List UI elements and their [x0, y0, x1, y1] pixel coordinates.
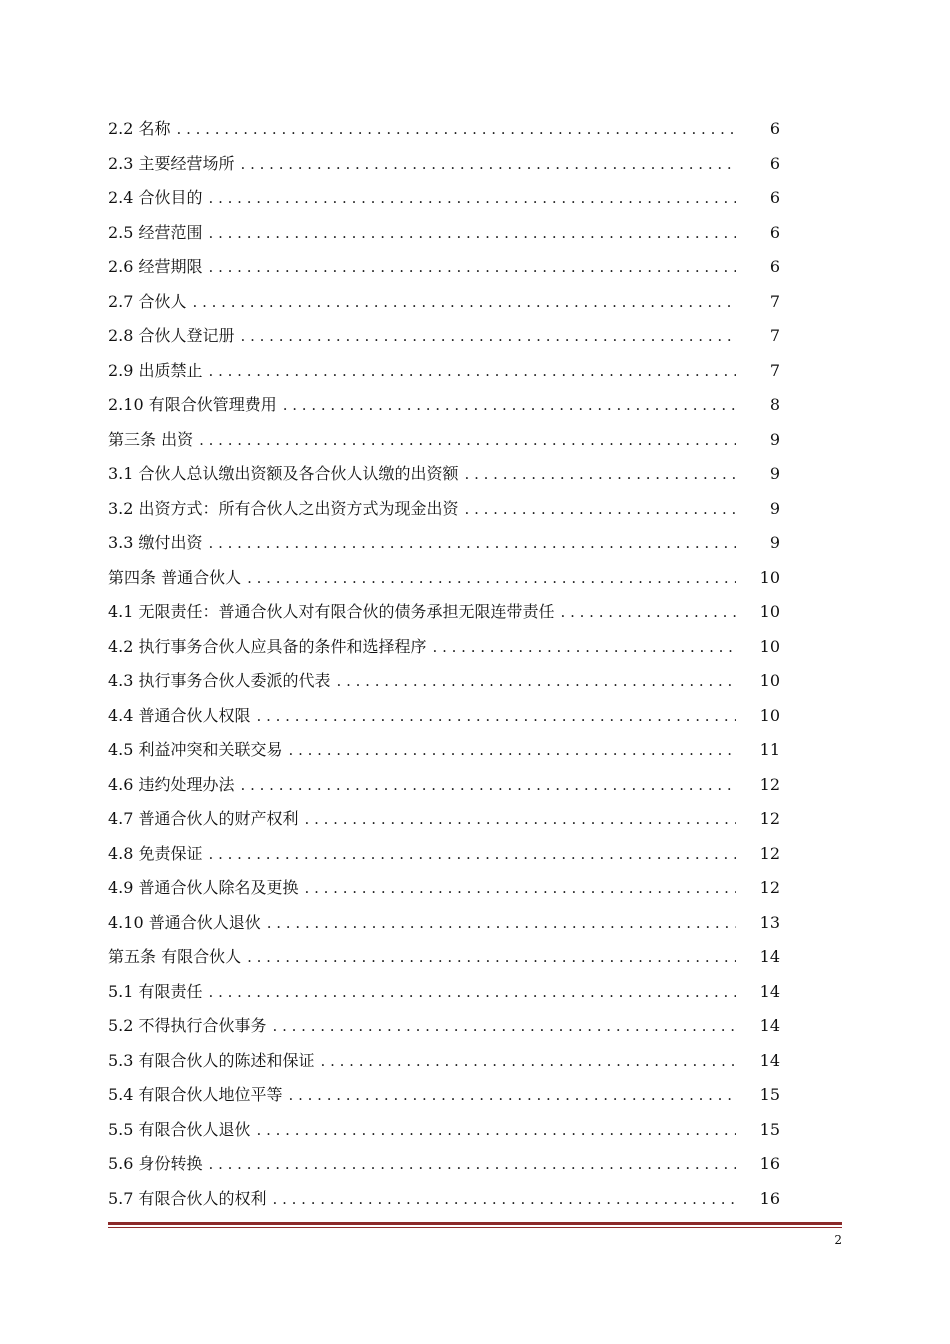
toc-dot-leader [257, 1113, 736, 1148]
toc-entry-title[interactable]: 4.2 执行事务合伙人应具备的条件和选择程序 [108, 636, 427, 656]
toc-entry-title[interactable]: 2.2 名称 [108, 119, 171, 138]
toc-dot-leader [193, 285, 736, 320]
toc-entry-page[interactable]: 8 [769, 395, 780, 414]
toc-entry[interactable] [108, 664, 780, 699]
toc-entry-title[interactable]: 3.3 缴付出资 [108, 533, 203, 552]
toc-dot-leader [177, 112, 736, 147]
toc-entry-page[interactable]: 7 [769, 360, 780, 380]
toc-entry-title[interactable]: 5.7 有限合伙人的权利 [108, 1188, 267, 1208]
toc-dot-leader [561, 595, 736, 630]
toc-dot-leader [273, 1009, 736, 1044]
toc-dot-leader [257, 699, 736, 734]
toc-entry[interactable] [108, 733, 780, 768]
toc-entry[interactable] [108, 319, 780, 354]
toc-entry[interactable] [108, 423, 780, 458]
toc-entry-page[interactable]: 14 [759, 981, 780, 1001]
toc-dot-leader [209, 354, 736, 389]
toc-entry-title[interactable]: 4.4 普通合伙人权限 [108, 705, 251, 725]
toc-entry-page[interactable]: 12 [759, 843, 780, 863]
toc-entry[interactable] [108, 561, 780, 596]
toc-dot-leader [305, 871, 736, 906]
toc-entry-page[interactable]: 13 [759, 912, 780, 932]
toc-entry-page[interactable]: 10 [759, 602, 780, 621]
toc-entry[interactable] [108, 492, 780, 527]
toc-entry[interactable] [108, 216, 780, 251]
toc-entry-page[interactable]: 16 [759, 1188, 780, 1208]
toc-entry-page[interactable]: 7 [769, 326, 780, 345]
toc-entry-title[interactable]: 2.10 有限合伙管理费用 [108, 395, 277, 414]
toc-dot-leader [465, 492, 736, 527]
toc-entry-title[interactable]: 2.9 出质禁止 [108, 360, 203, 380]
toc-entry[interactable] [108, 940, 780, 975]
toc-entry-title[interactable]: 2.5 经营范围 [108, 222, 203, 242]
toc-entry[interactable] [108, 250, 780, 285]
toc-entry-title[interactable]: 4.9 普通合伙人除名及更换 [108, 878, 299, 897]
toc-dot-leader [305, 802, 736, 837]
toc-entry-page[interactable]: 16 [759, 1154, 780, 1173]
toc-entry[interactable] [108, 285, 780, 320]
toc-entry-title[interactable]: 5.1 有限责任 [108, 981, 203, 1001]
toc-entry[interactable] [108, 388, 780, 423]
toc-entry-title[interactable]: 2.7 合伙人 [108, 291, 187, 311]
table-of-contents [108, 112, 780, 1216]
toc-entry[interactable] [108, 181, 780, 216]
toc-entry[interactable] [108, 526, 780, 561]
toc-dot-leader [209, 250, 736, 285]
toc-entry[interactable] [108, 906, 780, 941]
toc-entry-page[interactable]: 12 [759, 809, 780, 828]
toc-entry-page[interactable]: 14 [759, 1016, 780, 1035]
toc-entry[interactable] [108, 112, 780, 147]
toc-entry-page[interactable]: 6 [769, 153, 780, 173]
toc-entry[interactable] [108, 457, 780, 492]
toc-entry[interactable] [108, 802, 780, 837]
toc-dot-leader [289, 733, 736, 768]
toc-dot-leader [247, 940, 736, 975]
toc-entry-title[interactable]: 2.8 合伙人登记册 [108, 326, 235, 345]
toc-entry-title[interactable]: 5.3 有限合伙人的陈述和保证 [108, 1050, 315, 1070]
toc-dot-leader [267, 906, 736, 941]
toc-entry[interactable] [108, 837, 780, 872]
toc-entry[interactable] [108, 699, 780, 734]
toc-dot-leader [209, 216, 736, 251]
footer-rule-thick [108, 1222, 842, 1225]
toc-entry-title[interactable]: 4.7 普通合伙人的财产权利 [108, 809, 299, 828]
toc-entry-page[interactable]: 14 [759, 947, 780, 966]
toc-dot-leader [289, 1078, 736, 1113]
toc-entry-title[interactable]: 5.4 有限合伙人地位平等 [108, 1085, 283, 1104]
toc-entry-title[interactable]: 4.8 免责保证 [108, 843, 203, 863]
toc-dot-leader [209, 181, 736, 216]
page-number: 2 [834, 1233, 842, 1247]
toc-entry-page[interactable]: 14 [759, 1050, 780, 1070]
toc-entry-page[interactable]: 6 [769, 222, 780, 242]
toc-entry[interactable] [108, 1078, 780, 1113]
toc-entry-title[interactable]: 4.10 普通合伙人退伙 [108, 912, 261, 932]
toc-entry-page[interactable]: 15 [759, 1119, 780, 1139]
toc-dot-leader [273, 1182, 736, 1217]
toc-entry-title[interactable]: 第三条 出资 [108, 429, 194, 449]
toc-entry[interactable] [108, 1182, 780, 1217]
toc-entry-page[interactable]: 10 [759, 705, 780, 725]
toc-entry-page[interactable]: 12 [759, 774, 780, 794]
toc-entry-title[interactable]: 4.1 无限责任：普通合伙人对有限合伙的债务承担无限连带责任 [108, 602, 555, 621]
toc-dot-leader [337, 664, 736, 699]
footer-rule-thin [108, 1227, 842, 1228]
toc-entry-page[interactable]: 6 [769, 119, 780, 138]
toc-entry-title[interactable]: 4.3 执行事务合伙人委派的代表 [108, 671, 331, 690]
toc-dot-leader [199, 423, 736, 458]
toc-entry[interactable] [108, 147, 780, 182]
toc-entry[interactable] [108, 595, 780, 630]
toc-entry-title[interactable]: 3.2 出资方式：所有合伙人之出资方式为现金出资 [108, 498, 459, 518]
toc-dot-leader [209, 1147, 736, 1182]
toc-dot-leader [433, 630, 736, 665]
toc-dot-leader [209, 975, 736, 1010]
toc-entry-title[interactable]: 第五条 有限合伙人 [108, 947, 242, 966]
toc-entry-page[interactable]: 9 [769, 498, 780, 518]
toc-entry-title[interactable]: 4.6 违约处理办法 [108, 774, 235, 794]
toc-entry-title[interactable]: 5.5 有限合伙人退伙 [108, 1119, 251, 1139]
toc-entry[interactable] [108, 871, 780, 906]
toc-entry-title[interactable]: 3.1 合伙人总认缴出资额及各合伙人认缴的出资额 [108, 464, 459, 483]
toc-entry-page[interactable]: 11 [759, 740, 780, 759]
toc-dot-leader [321, 1044, 736, 1079]
toc-dot-leader [247, 561, 736, 596]
toc-entry[interactable] [108, 1147, 780, 1182]
toc-entry[interactable] [108, 975, 780, 1010]
toc-dot-leader [209, 526, 736, 561]
toc-entry[interactable] [108, 354, 780, 389]
toc-dot-leader [465, 457, 736, 492]
toc-entry-page[interactable]: 9 [769, 429, 780, 449]
toc-entry-page[interactable]: 10 [759, 671, 780, 690]
toc-dot-leader [241, 319, 736, 354]
toc-entry-page[interactable]: 9 [769, 533, 780, 552]
toc-dot-leader [241, 768, 736, 803]
toc-dot-leader [209, 837, 736, 872]
toc-entry[interactable] [108, 1044, 780, 1079]
toc-entry-page[interactable]: 6 [769, 188, 780, 207]
toc-entry-title[interactable]: 4.5 利益冲突和关联交易 [108, 740, 283, 759]
toc-entry-page[interactable]: 12 [759, 878, 780, 897]
toc-entry-page[interactable]: 10 [759, 567, 780, 587]
toc-entry-page[interactable]: 15 [759, 1085, 780, 1104]
toc-dot-leader [283, 388, 736, 423]
toc-entry-page[interactable]: 6 [769, 257, 780, 276]
toc-entry-title[interactable]: 2.3 主要经营场所 [108, 153, 235, 173]
toc-entry[interactable] [108, 768, 780, 803]
toc-entry-page[interactable]: 9 [769, 464, 780, 483]
toc-entry-title[interactable]: 2.6 经营期限 [108, 257, 203, 276]
toc-dot-leader [241, 147, 736, 182]
toc-entry[interactable] [108, 630, 780, 665]
toc-entry-page[interactable]: 10 [759, 636, 780, 656]
toc-entry-title[interactable]: 第四条 普通合伙人 [108, 567, 242, 587]
toc-entry-title[interactable]: 5.6 身份转换 [108, 1154, 203, 1173]
toc-entry-title[interactable]: 2.4 合伙目的 [108, 188, 203, 207]
toc-entry-title[interactable]: 5.2 不得执行合伙事务 [108, 1016, 267, 1035]
toc-entry[interactable] [108, 1113, 780, 1148]
toc-entry-page[interactable]: 7 [769, 291, 780, 311]
toc-entry[interactable] [108, 1009, 780, 1044]
